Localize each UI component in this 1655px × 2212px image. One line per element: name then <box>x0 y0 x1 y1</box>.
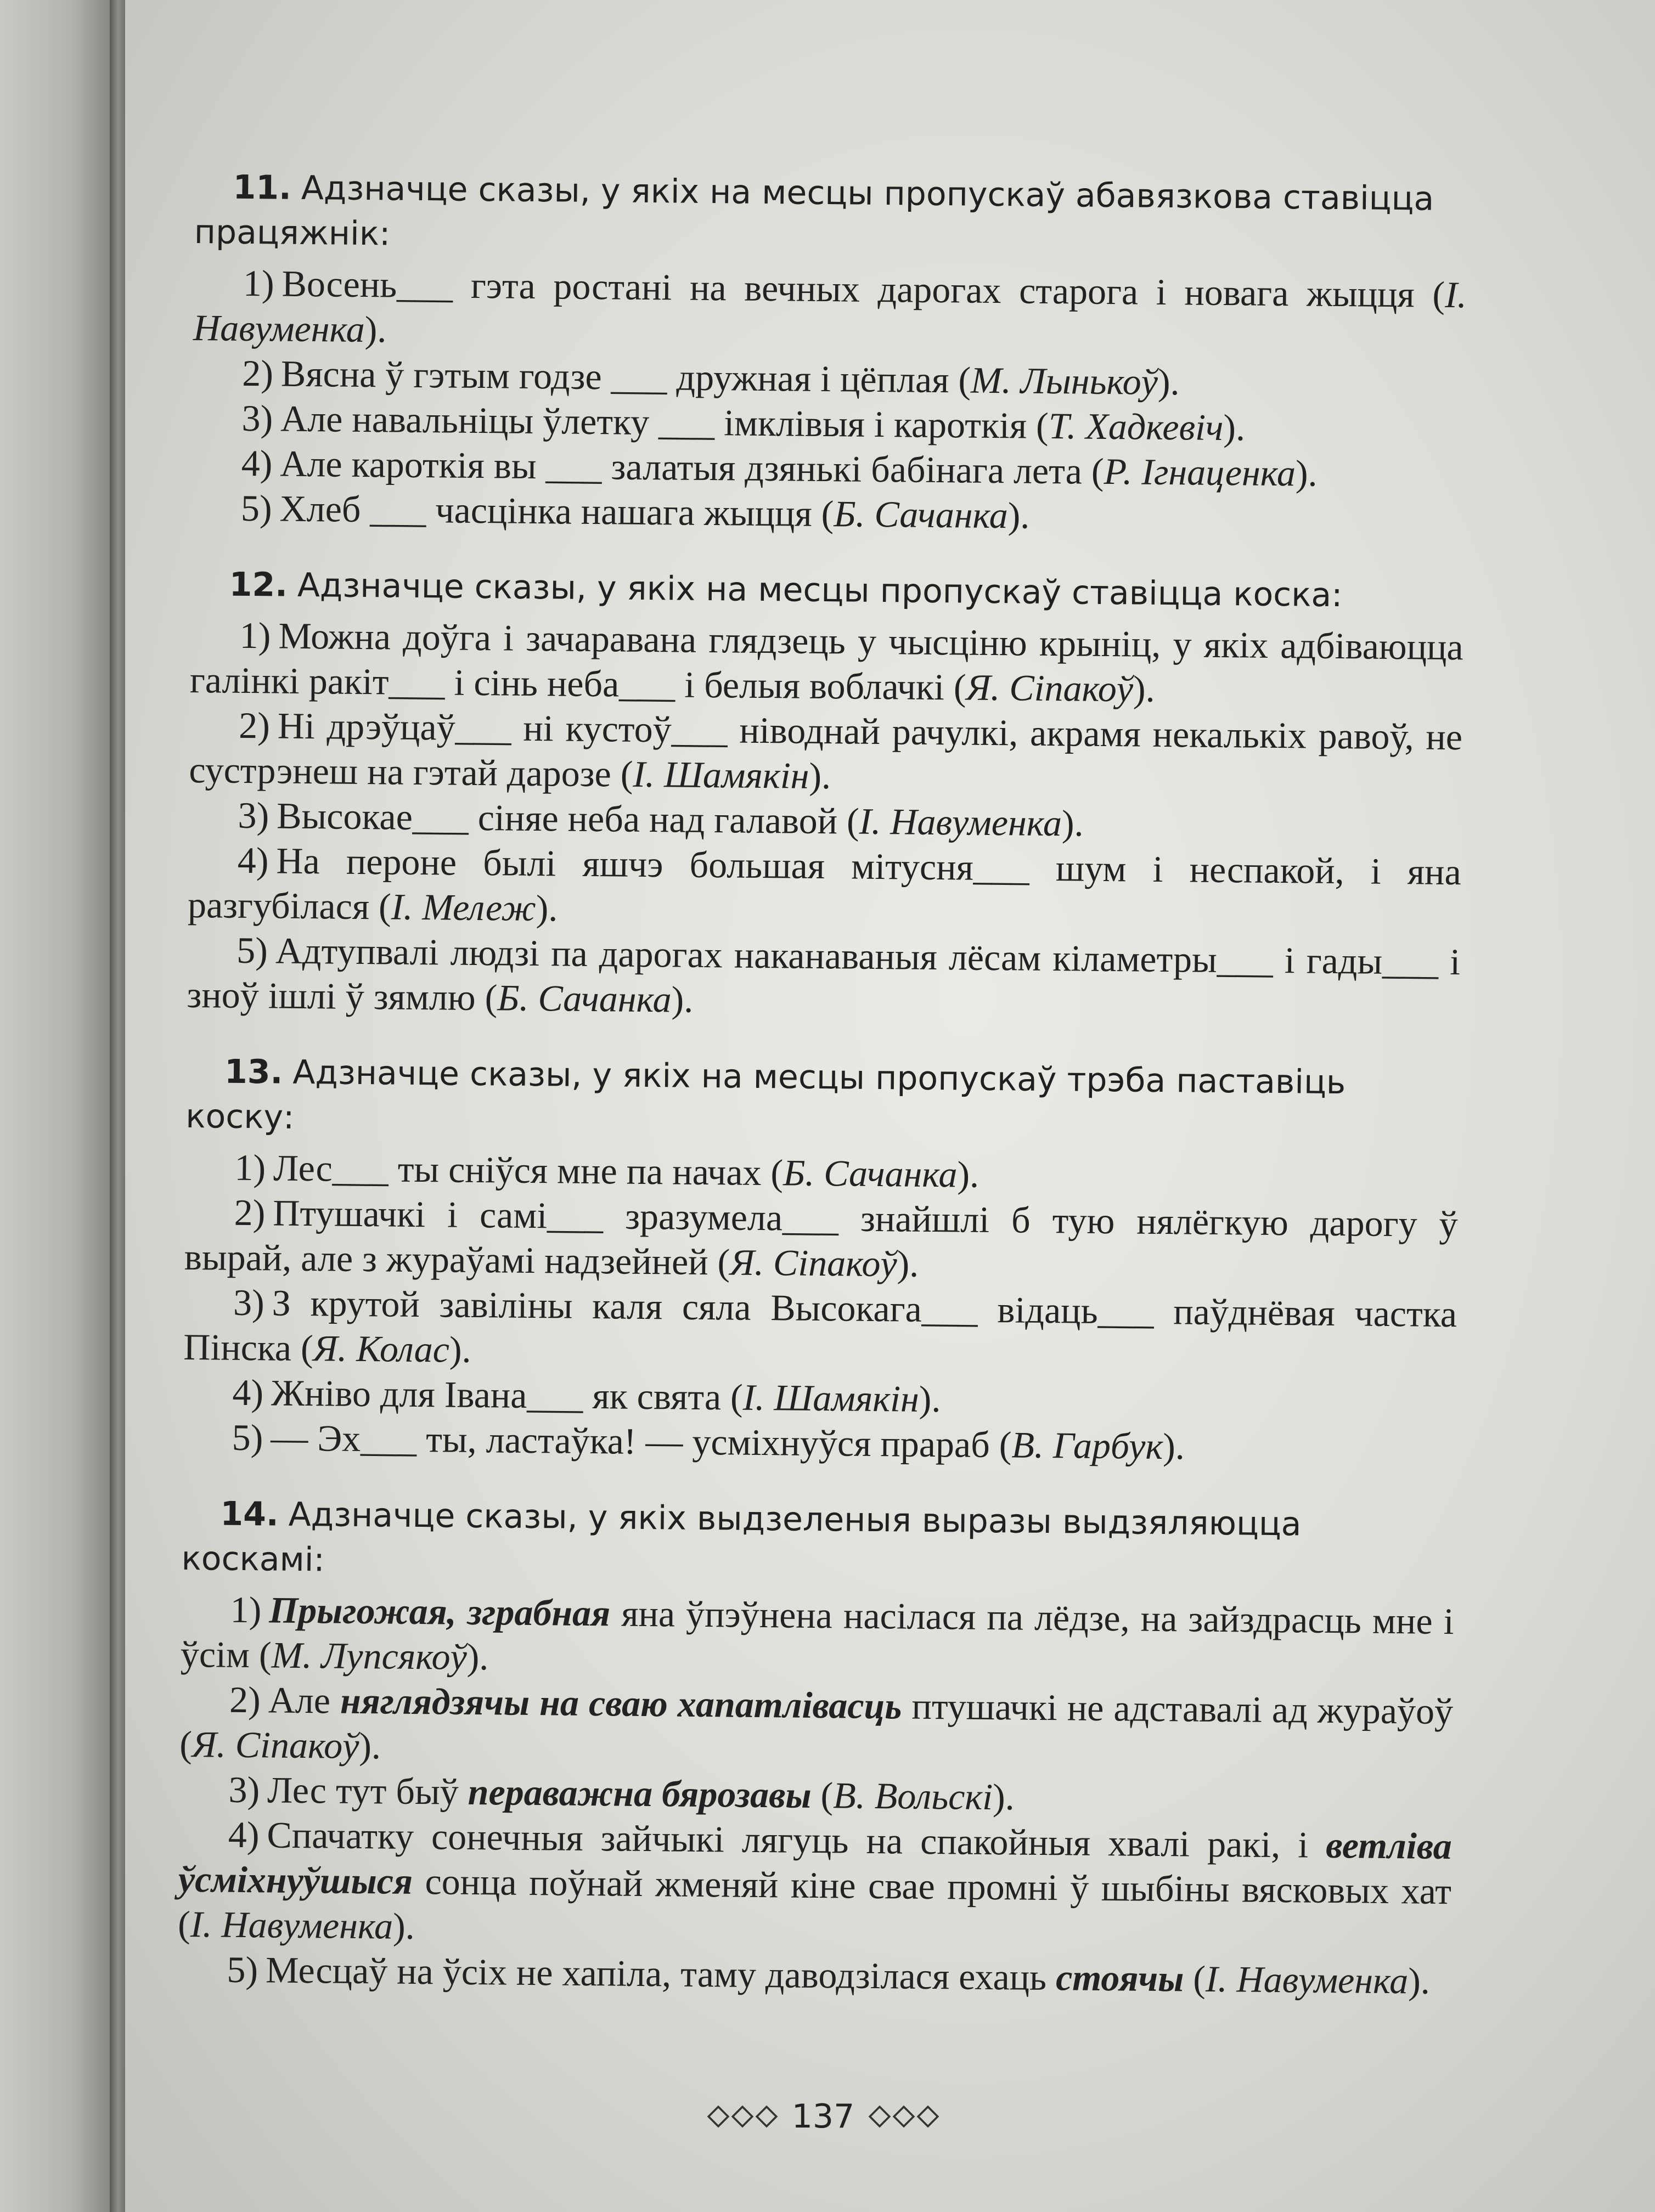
sentence-punctuation: ). <box>919 1378 941 1420</box>
highlighted-phrase: ветліва ўсміхнуўшыся <box>178 1824 1453 1902</box>
sentence-punctuation: ). <box>1408 1960 1431 2002</box>
exercise-number: 14. <box>220 1494 279 1534</box>
sentence-punctuation: ). <box>671 978 694 1020</box>
option-number: 3) <box>228 1768 260 1811</box>
author-name: Я. Сіпакоў <box>192 1723 359 1767</box>
author-name: В. Гарбук <box>1011 1424 1163 1468</box>
sentence-punctuation: ). <box>992 1776 1015 1818</box>
option-number: 2) <box>241 352 274 394</box>
exercise-instruction: Адзначце сказы, у якіх на месцы пропускаў абавязкова ставіцца працяжнік: <box>194 168 1434 253</box>
exercise-number: 12. <box>229 565 288 605</box>
left-ornament-icon <box>707 2106 778 2128</box>
sentence-text: Месцаў на ўсіх не хапіла, таму даводзілася ехаць <box>265 1949 1056 1999</box>
option-number: 1) <box>234 1146 266 1189</box>
author-name: І. Навуменка <box>190 1903 393 1947</box>
sentence-option <box>179 1677 1453 1779</box>
option-number: 5) <box>240 487 273 529</box>
highlighted-phrase: стоячы <box>1055 1956 1184 2000</box>
sentence-text: Хлеб ___ часцінка нашага жыцця ( <box>279 487 834 535</box>
sentence-text: Высокае___ сіняе неба над галавой ( <box>276 794 860 842</box>
sentence-option <box>183 1279 1457 1381</box>
sentence-option <box>187 927 1460 1029</box>
option-number: 5) <box>236 929 268 972</box>
option-number: 4) <box>241 442 273 484</box>
sentence-text: ( <box>1183 1957 1206 2000</box>
sentence-option <box>178 1812 1452 1959</box>
page-footer <box>658 2089 988 2144</box>
sentence-punctuation: ). <box>536 887 558 929</box>
author-name: Я. Сіпакоў <box>729 1241 897 1285</box>
option-number: 3) <box>233 1281 265 1324</box>
exercise-instruction: Адзначце сказы, у якіх выдзеленыя выразы выдзяляюцца коскамі: <box>181 1495 1302 1579</box>
option-number: 2) <box>229 1678 261 1721</box>
sentence-option <box>181 1587 1454 1689</box>
sentence-text: Можна доўга і зачаравана глядзець у чысціню крыніц, у якіх адбіваюцца галінкі ракіт___ і сінь неба___ і белыя воблачкі ( <box>189 614 1464 708</box>
sentence-option <box>193 260 1467 362</box>
option-number: 3) <box>238 794 269 837</box>
sentence-punctuation: ). <box>1162 1425 1185 1468</box>
sentence-punctuation: ). <box>1007 494 1030 537</box>
page-number: 137 <box>791 2097 855 2136</box>
sentence-punctuation: ). <box>957 1153 980 1195</box>
exercise-number: 11. <box>233 168 292 207</box>
author-name: Р. Ігнаценка <box>1104 450 1296 494</box>
sentence-text: птушачкі не адставалі ад жураўоў ( <box>179 1685 1454 1765</box>
sentence-punctuation: ). <box>1295 452 1318 494</box>
sentence-text: Восень___ гэта ростані на вечных дарогах старога і новага жыцця ( <box>282 262 1445 315</box>
option-number: 4) <box>228 1813 260 1856</box>
sentence-punctuation: ). <box>1133 668 1156 710</box>
exercise-heading <box>194 165 1467 267</box>
sentence-text: Адтупвалі людзі па дарогах наканаваныя лёсам кіламетры___ і гады___ і зноў ішлі ў зямлю ( <box>187 929 1461 1019</box>
sentence-punctuation: ). <box>466 1635 489 1678</box>
sentence-option <box>188 837 1461 939</box>
sentence-punctuation: ). <box>897 1243 919 1285</box>
book-gutter <box>110 0 126 2212</box>
sentence-text: Лес___ ты сніўся мне па начах ( <box>273 1147 784 1194</box>
exercise-heading <box>190 562 1464 619</box>
highlighted-phrase: няглядзячы на сваю хапатлівасць <box>340 1679 902 1727</box>
exercise-instruction: Адзначце сказы, у якіх на месцы пропускаў трэба паставіць коску: <box>185 1053 1346 1137</box>
author-name: І. Навуменка <box>193 273 1467 350</box>
sentence-punctuation: ). <box>1061 802 1084 844</box>
sentence-option <box>189 702 1462 804</box>
exercise-heading <box>181 1491 1455 1593</box>
option-number: 4) <box>237 839 269 882</box>
exercise-instruction: Адзначце сказы, у якіх на месцы пропускаў ставіцца коска: <box>297 566 1343 615</box>
sentence-text: Птушачкі і самі___ зразумела___ знайшлі б тую нялёгкую дарогу ў вырай, але з жураўамі надзейней ( <box>184 1192 1458 1283</box>
exercise-heading <box>185 1049 1459 1151</box>
option-number: 4) <box>232 1371 264 1414</box>
option-number: 5) <box>227 1948 258 1991</box>
exercise-3 <box>182 1049 1459 1471</box>
right-ornament-icon <box>869 2106 939 2128</box>
highlighted-phrase: пераважна бярозавы <box>468 1770 812 1816</box>
sentence-text: Але <box>268 1679 341 1722</box>
highlighted-phrase: Прыгожая, зграбная <box>269 1589 611 1634</box>
author-name: Б. Сачанка <box>834 493 1009 537</box>
author-name: Я. Колас <box>313 1327 450 1370</box>
exercise-number: 13. <box>224 1052 283 1092</box>
author-name: І. Шамякін <box>742 1376 920 1420</box>
option-number: 5) <box>232 1416 263 1459</box>
author-name: Б. Сачанка <box>497 977 672 1020</box>
sentence-text: Лес тут быў <box>267 1769 469 1813</box>
sentence-text: Ні дрэўцаў___ ні кустоў___ ніводнай рачулкі, акрамя некалькіх равоў, не сустрэнеш на гэтай дарозе ( <box>189 704 1463 795</box>
sentence-text: ( <box>811 1774 834 1816</box>
sentence-text: На пероне былі яшчэ большая мітусня___ шум і неспакой, і яна разгубілася ( <box>187 839 1462 928</box>
sentence-text: сонца поўнай жменяй кіне свае промні ў шыбіны вясковых хат ( <box>177 1860 1452 1945</box>
page-content <box>177 165 1467 2035</box>
sentence-text: Але навальніцы ўлетку ___ імклівыя і кароткія ( <box>280 397 1049 447</box>
sentence-text: яна ўпэўнена насілася па лёдзе, на зайздрасць мне і ўсім ( <box>180 1592 1454 1676</box>
sentence-punctuation: ). <box>358 1725 381 1767</box>
author-name: І. Навуменка <box>1205 1957 1409 2002</box>
author-name: М. Лупсякоў <box>271 1634 468 1678</box>
author-name: І. Навуменка <box>859 800 1062 844</box>
author-name: І. Мележ <box>391 885 537 929</box>
option-number: 1) <box>230 1588 262 1631</box>
option-number: 2) <box>234 1191 266 1234</box>
author-name: І. Шамякін <box>633 753 809 797</box>
previous-page-edge <box>0 0 118 2212</box>
exercise-2 <box>187 562 1464 1029</box>
sentence-punctuation: ). <box>1157 360 1180 403</box>
sentence-text: З крутой завіліны каля сяла Высокага___ відаць___ паўднёвая частка Пінска ( <box>183 1282 1457 1369</box>
sentence-text: Але кароткія вы ___ залатыя дзянькі бабінага лета ( <box>280 442 1104 492</box>
sentence-punctuation: ). <box>392 1905 415 1947</box>
sentence-option <box>190 612 1463 714</box>
sentence-text: Жніво для Івана___ як свята ( <box>271 1372 744 1418</box>
sentence-punctuation: ). <box>809 754 831 797</box>
author-name: Б. Сачанка <box>783 1152 958 1195</box>
exercise-1 <box>192 165 1468 542</box>
sentence-text: Спачатку сонечныя зайчыкі лягуць на спакойныя хвалі ракі, і <box>267 1814 1326 1866</box>
author-name: Я. Сіпакоў <box>966 666 1134 710</box>
option-number: 2) <box>238 704 271 747</box>
sentence-punctuation: ). <box>449 1328 471 1370</box>
sentence-punctuation: ). <box>364 308 387 351</box>
option-number: 1) <box>239 614 271 657</box>
author-name: М. Лынькоў <box>970 359 1158 403</box>
option-number: 3) <box>241 397 273 439</box>
sentence-text: Вясна ў гэтым годзе ___ дружная і цёплая ( <box>280 352 971 401</box>
sentence-punctuation: ). <box>1223 407 1246 449</box>
option-number: 1) <box>243 262 274 304</box>
exercise-4 <box>177 1491 1455 2004</box>
author-name: Т. Хадкевіч <box>1048 404 1224 449</box>
sentence-option <box>184 1189 1457 1291</box>
author-name: В. Вольскі <box>832 1774 993 1818</box>
sentence-text: — Эх___ ты, ластаўка! — усміхнуўся прараб ( <box>271 1417 1012 1466</box>
